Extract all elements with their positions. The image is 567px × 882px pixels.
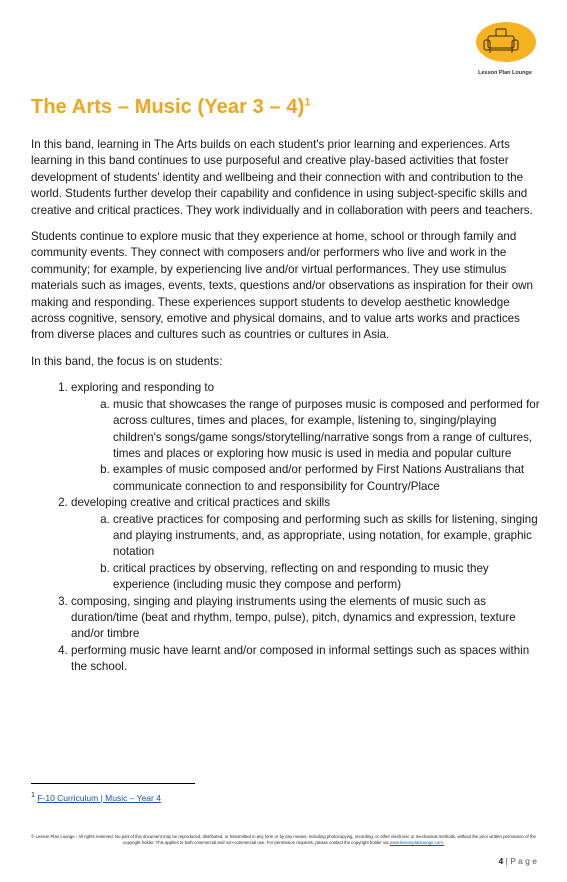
footnote-divider xyxy=(31,783,195,784)
page-number xyxy=(499,856,538,866)
list-item xyxy=(71,495,541,593)
sub-list-item: b. examples of music composed and/or performed by First Nations Australians that communicate connection to and responsibility for Country/Place xyxy=(113,462,541,495)
list-item xyxy=(71,594,541,643)
footnote xyxy=(31,791,161,803)
logo-text: Lesson Plan Lounge xyxy=(478,70,532,76)
body-text xyxy=(31,137,541,676)
sub-list-item: a. creative practices for composing and performing such as skills for listening, singing and playing instruments, and, as appropriate, using notation, for example, graphic notation xyxy=(113,512,541,561)
sub-list-item: a. music that showcases the range of purposes music is composed and performed for across cultures, times and places, for example, listening to, singing/playing children's songs/game songs/storytelling/narrative songs from a range of cultures, times and places or exploring how music is used in media and popular culture xyxy=(113,397,541,463)
music-paragraph: Students continue to explore music that they experience at home, school or through family and community events. They connect with composers and/or performers who live and work in the community; for example, by experiencing live and/or virtual performances. They use stimulus materials such as images, events, texts, questions and/or observations as inspiration for their own making and responding. These experiences support students to develop aesthetic knowledge across cognitive, sensory, emotive and physical domains, and to value arts works and practices from diverse places and cultures such as countries or cultures in Asia. xyxy=(31,230,534,342)
copyright-notice xyxy=(31,834,536,846)
focus-list xyxy=(31,380,541,675)
title-footnote-marker: 1 xyxy=(304,96,311,109)
sub-list xyxy=(71,512,541,594)
list-item xyxy=(71,380,541,495)
list-item-text: composing, singing and playing instruments using the elements of music such as duration/time (beat and rhythm, tempo, pulse), pitch, dynamics and expression, texture and/or timbre xyxy=(71,594,516,641)
list-item xyxy=(71,643,541,676)
sub-list-item: b. critical practices by observing, reflecting on and responding to music they experience (including music they compose and perform) xyxy=(113,561,541,594)
title-text: The Arts – Music (Year 3 – 4) xyxy=(31,96,305,118)
page-number-value: 4 xyxy=(498,856,504,866)
copyright-text: © Lesson Plan Lounge - All rights reserved. No part of this document may be reproduced, distributed, or transmitted in any form or by any means, including photocopying, recording, or other electronic or mechanical methods, without the prior written permission of the copyright holder. This applies to both commercial and non-commercial use. For permission requests, please contact the copyright holder via xyxy=(31,834,536,845)
website-link[interactable]: www.lessonplanlounge.com. xyxy=(389,840,444,845)
intro-paragraph: In this band, learning in The Arts builds on each student's prior learning and experiences. Arts learning in this band continues to use purposeful and creative play-based activities that foster development of students' identity and wellbeing and their connection with and contribution to the world. Students further develop their capability and confidence in using subject-specific skills and creative and critical practices. They work individually and in collaboration with peers and teachers. xyxy=(31,138,533,217)
list-item-text: developing creative and critical practices and skills xyxy=(71,496,331,510)
page-number-separator: | xyxy=(505,856,508,866)
sub-list xyxy=(71,397,541,495)
footnote-link[interactable]: F-10 Curriculum | Music – Year 4 xyxy=(37,792,161,803)
logo-blob xyxy=(476,22,536,62)
footnote-marker: 1 xyxy=(31,791,35,799)
list-item-text: performing music have learnt and/or composed in informal settings such as spaces within the school. xyxy=(71,643,530,674)
list-item-text: exploring and responding to xyxy=(71,381,215,395)
page-title xyxy=(31,96,311,119)
page-label: P a g e xyxy=(510,856,537,866)
focus-intro: In this band, the focus is on students: xyxy=(31,354,223,368)
